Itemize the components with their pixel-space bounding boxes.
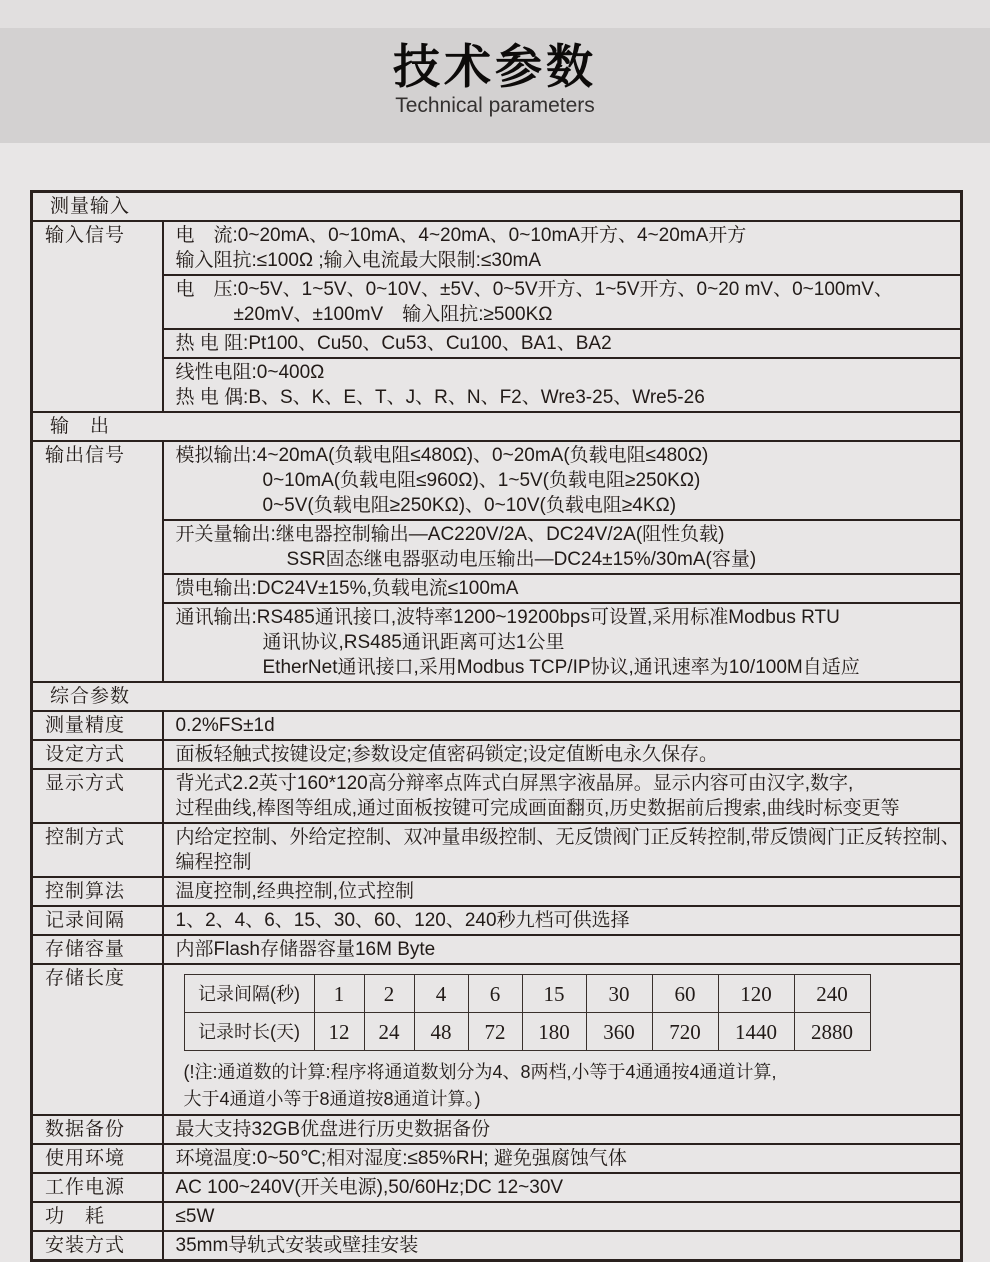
- value-output-feed: 馈电输出:DC24V±15%,负载电流≤100mA: [163, 574, 962, 603]
- row-value: 环境温度:0~50℃;相对湿度:≤85%RH; 避免强腐蚀气体: [163, 1144, 962, 1173]
- table-row-storage-length: [32, 964, 962, 1115]
- inner-cell: 2880: [794, 1013, 870, 1051]
- value-output-comm: [163, 603, 962, 682]
- text-line: 热 电 偶:B、S、K、E、T、J、R、N、F2、Wre3-25、Wre5-26: [175, 387, 705, 408]
- inner-cell: 30: [586, 975, 652, 1013]
- section-header-label: 测量输入: [32, 192, 962, 222]
- inner-table-row-intervals: [184, 975, 870, 1013]
- page-title: 技术参数: [393, 40, 597, 93]
- table-row-input-linear-tc: [32, 358, 962, 412]
- text-line: 通讯协议,RS485通讯距离可达1公里: [262, 632, 565, 653]
- text-line: 内给定控制、外给定控制、双冲量串级控制、无反馈阀门正反转控制,带反馈阀门正反转控制、: [175, 827, 960, 848]
- text-line: 背光式2.2英寸160*120高分辩率点阵式白屏黑字液晶屏。显示内容可由汉字,数字,: [175, 773, 854, 794]
- inner-row-label: 记录时长(天): [184, 1013, 314, 1051]
- inner-cell: 60: [652, 975, 718, 1013]
- inner-cell: 360: [586, 1013, 652, 1051]
- row-label-output-signal: 输出信号: [32, 441, 163, 682]
- table-row-output-comm: [32, 603, 962, 682]
- table-row-storage-capacity: [32, 935, 962, 964]
- inner-cell: 48: [414, 1013, 468, 1051]
- row-value: 面板轻触式按键设定;参数设定值密码锁定;设定值断电永久保存。: [163, 740, 962, 769]
- table-row-control-algorithm: [32, 877, 962, 906]
- text-line: 0~5V(负载电阻≥250KΩ)、0~10V(负载电阻≥4KΩ): [262, 495, 677, 516]
- text-line: 开关量输出:继电器控制输出—AC220V/2A、DC24V/2A(阻性负载): [175, 524, 725, 545]
- inner-cell: 1440: [718, 1013, 794, 1051]
- inner-cell: 720: [652, 1013, 718, 1051]
- row-label: 功 耗: [32, 1202, 163, 1231]
- table-row-setting: [32, 740, 962, 769]
- table-row-control-mode: [32, 823, 962, 877]
- row-value: AC 100~240V(开关电源),50/60Hz;DC 12~30V: [163, 1173, 962, 1202]
- table-row-record-interval: [32, 906, 962, 935]
- table-row-accuracy: [32, 711, 962, 740]
- table-row-display: [32, 769, 962, 823]
- value-output-switch: [163, 520, 962, 574]
- inner-cell: 2: [364, 975, 414, 1013]
- top-strip: [0, 0, 990, 28]
- table-row-environment: [32, 1144, 962, 1173]
- row-label-input-signal: 输入信号: [32, 221, 163, 412]
- text-line: 线性电阻:0~400Ω: [175, 362, 325, 383]
- value-input-current: [163, 221, 962, 275]
- inner-table-row-durations: [184, 1013, 870, 1051]
- inner-cell: 4: [414, 975, 468, 1013]
- table-row-input-voltage: [32, 275, 962, 329]
- row-label: 使用环境: [32, 1144, 163, 1173]
- text-line: 输入阻抗:≤100Ω ;输入电流最大限制:≤30mA: [175, 250, 542, 271]
- text-line: EtherNet通讯接口,采用Modbus TCP/IP协议,通讯速率为10/100M自适应: [262, 657, 860, 678]
- text-line: (!注:通道数的计算:程序将通道数划分为4、8两档,小等于4通通按4通道计算,: [183, 1062, 777, 1082]
- text-line: 电 压:0~5V、1~5V、0~10V、±5V、0~5V开方、1~5V开方、0~20 mV、0~100mV、: [175, 279, 893, 300]
- text-line: SSR固态继电器驱动电压输出—DC24±15%/30mA(容量): [286, 549, 757, 570]
- table-row-power-supply: [32, 1173, 962, 1202]
- inner-cell: 6: [468, 975, 522, 1013]
- table-row-output-switch: [32, 520, 962, 574]
- row-label: 数据备份: [32, 1115, 163, 1144]
- inner-cell: 1: [314, 975, 364, 1013]
- value-storage-length: [163, 964, 962, 1115]
- text-line: 过程曲线,棒图等组成,通过面板按键可完成画面翻页,历史数据前后搜索,曲线时标变更等: [175, 798, 900, 819]
- inner-cell: 240: [794, 975, 870, 1013]
- section-header-label: 综合参数: [32, 682, 962, 711]
- text-line: 通讯输出:RS485通讯接口,波特率1200~19200bps可设置,采用标准Modbus RTU: [175, 607, 840, 628]
- page-subtitle: Technical parameters: [395, 94, 595, 117]
- value-input-rtd: 热 电 阻:Pt100、Cu50、Cu53、Cu100、BA1、BA2: [163, 329, 962, 358]
- row-label: 记录间隔: [32, 906, 163, 935]
- row-label: 设定方式: [32, 740, 163, 769]
- row-value: 0.2%FS±1d: [163, 711, 962, 740]
- row-label: 安装方式: [32, 1231, 163, 1261]
- section-header-general: [32, 682, 962, 711]
- inner-cell: 24: [364, 1013, 414, 1051]
- row-value: 内部Flash存储器容量16M Byte: [163, 935, 962, 964]
- value-input-linear-tc: [163, 358, 962, 412]
- row-value: ≤5W: [163, 1202, 962, 1231]
- title-band: [0, 28, 990, 143]
- inner-cell: 180: [522, 1013, 586, 1051]
- row-value: 1、2、4、6、15、30、60、120、240秒九档可供选择: [163, 906, 962, 935]
- row-value: [163, 769, 962, 823]
- section-header-label: 输 出: [32, 412, 962, 441]
- section-header-measure-input: [32, 192, 962, 222]
- row-label: 存储容量: [32, 935, 163, 964]
- table-row-output-feed: [32, 574, 962, 603]
- table-row-input-rtd: [32, 329, 962, 358]
- row-label: 控制方式: [32, 823, 163, 877]
- value-input-voltage: [163, 275, 962, 329]
- table-row-data-backup: [32, 1115, 962, 1144]
- row-value: 温度控制,经典控制,位式控制: [163, 877, 962, 906]
- row-value: 35mm导轨式安装或壁挂安装: [163, 1231, 962, 1261]
- row-value: [163, 823, 962, 877]
- text-line: 电 流:0~20mA、0~10mA、4~20mA、0~10mA开方、4~20mA开方: [175, 225, 747, 246]
- text-line: 编程控制: [175, 852, 252, 873]
- row-label-storage-length: 存储长度: [32, 964, 163, 1115]
- inner-cell: 15: [522, 975, 586, 1013]
- text-line: 大于4通道小等于8通道按8通道计算。): [183, 1089, 481, 1109]
- table-row-installation: [32, 1231, 962, 1261]
- row-label: 测量精度: [32, 711, 163, 740]
- text-line: 模拟输出:4~20mA(负载电阻≤480Ω)、0~20mA(负载电阻≤480Ω): [175, 445, 709, 466]
- table-row-power-consumption: [32, 1202, 962, 1231]
- row-value: 最大支持32GB优盘进行历史数据备份: [163, 1115, 962, 1144]
- spec-table: [30, 190, 963, 1262]
- row-label: 显示方式: [32, 769, 163, 823]
- spec-table-container: [30, 190, 963, 1262]
- inner-cell: 120: [718, 975, 794, 1013]
- inner-cell: 12: [314, 1013, 364, 1051]
- table-row-input-current: [32, 221, 962, 275]
- row-label: 工作电源: [32, 1173, 163, 1202]
- inner-cell: 72: [468, 1013, 522, 1051]
- section-header-output: [32, 412, 962, 441]
- table-row-output-analog: [32, 441, 962, 520]
- value-output-analog: [163, 441, 962, 520]
- text-line: ±20mV、±100mV 输入阻抗:≥500KΩ: [233, 304, 553, 325]
- storage-length-inner-table: [184, 974, 871, 1051]
- inner-row-label: 记录间隔(秒): [184, 975, 314, 1013]
- storage-note: [184, 1059, 953, 1113]
- row-label: 控制算法: [32, 877, 163, 906]
- text-line: 0~10mA(负载电阻≤960Ω)、1~5V(负载电阻≥250KΩ): [262, 470, 701, 491]
